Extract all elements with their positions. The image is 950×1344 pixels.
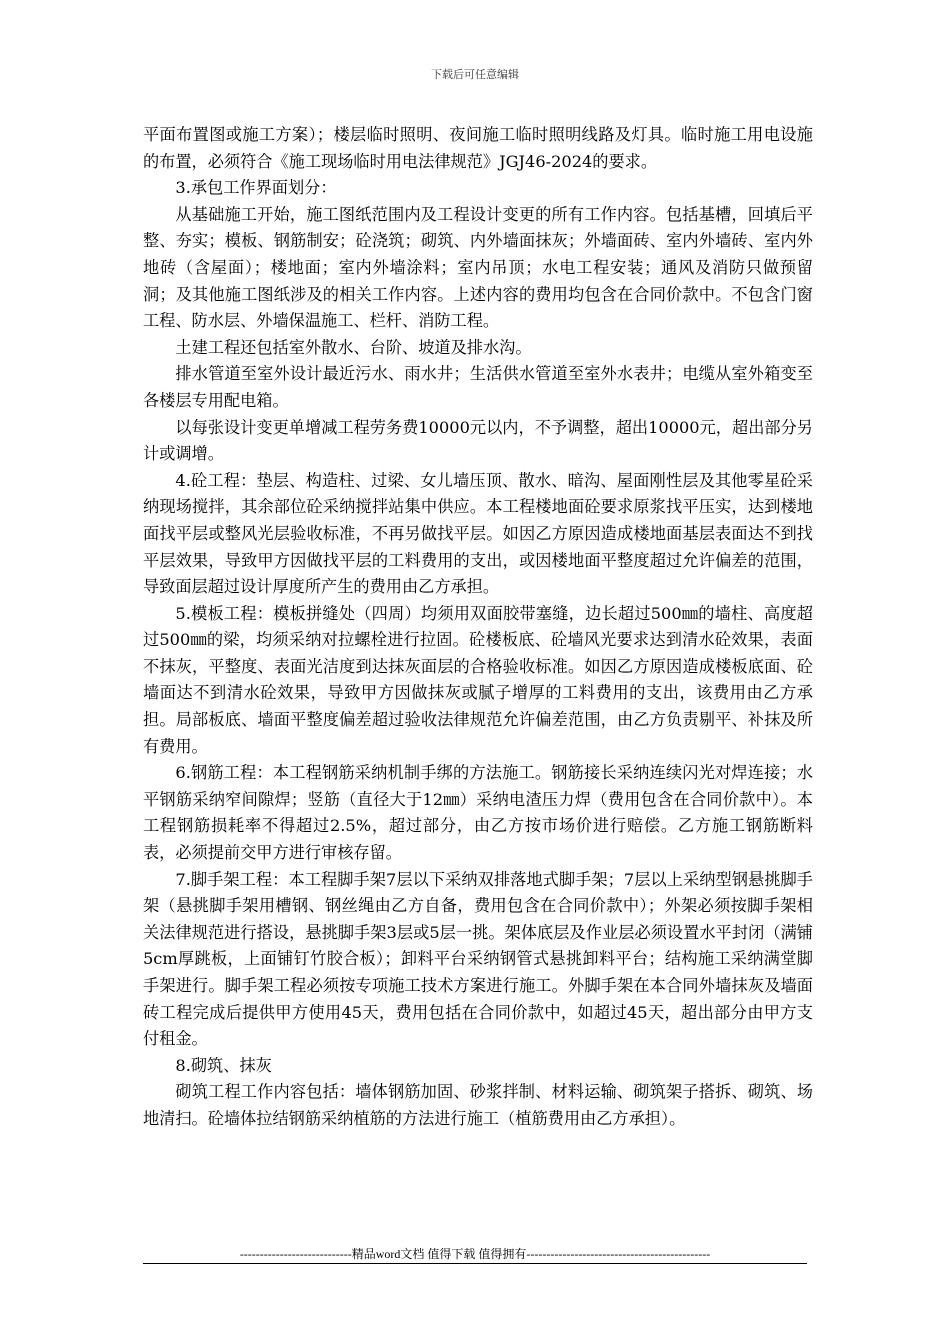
paragraph: 砌筑工程工作内容包括：墙体钢筋加固、砂浆拌制、材料运输、砌筑架子搭拆、砌筑、场地清扫。砼墙体拉结钢筋采纳植筋的方法进行施工（植筋费用由乙方承担）。 <box>143 1082 813 1128</box>
page-footer: ----------------------------精品word文档 值得下载 值得拥有---------------------------------------------- <box>143 1245 807 1264</box>
paragraph: 6.钢筋工程：本工程钢筋采纳机制手绑的方法施工。钢筋接长采纳连续闪光对焊连接；水平钢筋采纳窄间隙焊；竖筋（直径大于12㎜）采纳电渣压力焊（费用包含在合同价款中）。本工程钢筋损耗率不得超过2.5%，超过部分，由乙方按市场价进行赔偿。乙方施工钢筋断料表，必须提前交甲方进行审核存留。 <box>143 763 813 863</box>
paragraph: 7.脚手架工程：本工程脚手架7层以下采纳双排落地式脚手架；7层以上采纳型钢悬挑脚手架（悬挑脚手架用槽钢、钢丝绳由乙方自备，费用包含在合同价款中）；外架必须按脚手架相关法律规范进行搭设，悬挑脚手架3层或5层一挑。架体底层及作业层必须设置水平封闭（满铺5cm厚跳板，上面铺钉竹胶合板）；卸料平台采纳钢管式悬挑卸料平台；结构施工采纳满堂脚手架进行。脚手架工程必须按专项施工技术方案进行施工。外脚手架在本合同外墙抹灰及墙面砖工程完成后提供甲方使用45天，费用包括在合同价款中，如超过45天，超出部分由甲方支付租金。 <box>143 869 813 1049</box>
paragraph: 土建工程还包括室外散水、台阶、坡道及排水沟。 <box>175 337 532 357</box>
paragraph: 从基础施工开始，施工图纸范围内及工程设计变更的所有工作内容。包括基槽，回填后平整、夯实；模板、钢筋制安；砼浇筑；砌筑、内外墙面抹灰；外墙面砖、室内外墙砖、室内外地砖（含屋面）；楼地面；室内外墙涂料；室内吊顶；水电工程安装；通风及消防只做预留洞；及其他施工图纸涉及的相关工作内容。上述内容的费用均包含在合同价款中。不包含门窗工程、防水层、外墙保温施工、栏杆、消防工程。 <box>143 204 813 331</box>
paragraph: 8.砌筑、抹灰 <box>175 1055 272 1075</box>
page-header: 下载后可任意编辑 <box>431 68 519 81</box>
paragraph: 5.模板工程：模板拼缝处（四周）均须用双面胶带塞缝，边长超过500㎜的墙柱、高度超过500㎜的梁，均须采纳对拉螺栓进行拉固。砼楼板底、砼墙风光要求达到清水砼效果，表面不抹灰，平整度、表面光洁度到达抹灰面层的合格验收标准。如因乙方原因造成楼板底面、砼墙面达不到清水砼效果，导致甲方因做抹灰或腻子增厚的工料费用的支出，该费用由乙方承担。局部板底、墙面平整度偏差超过验收法律规范允许偏差范围，由乙方负责剔平、补抹及所有费用。 <box>143 603 813 756</box>
paragraph: 4.砼工程：垫层、构造柱、过梁、女儿墙压顶、散水、暗沟、屋面刚性层及其他零星砼采纳现场搅拌，其余部位砼采纳搅拌站集中供应。本工程楼地面砼要求原浆找平压实，达到楼地面找平层或整风光层验收标准，不再另做找平层。如因乙方原因造成楼地面基层表面达不到找平层效果，导致甲方因做找平层的工料费用的支出，或因楼地面平整度超过允许偏差的范围，导致面层超过设计厚度所产生的费用由乙方承担。 <box>143 470 813 597</box>
paragraph: 3.承包工作界面划分： <box>175 178 337 198</box>
paragraph: 平面布置图或施工方案）；楼层临时照明、夜间施工临时照明线路及灯具。临时施工用电设施的布置，必须符合《施工现场临时用电法律规范》JGJ46-2024的要求。 <box>143 125 813 171</box>
paragraph: 以每张设计变更单增减工程劳务费10000元以内，不予调整，超出10000元，超出部分另计或调增。 <box>143 417 813 464</box>
paragraph: 排水管道至室外设计最近污水、雨水井；生活供水管道至室外水表井；电缆从室外箱变至各楼层专用配电箱。 <box>143 364 813 410</box>
document-body <box>143 122 813 1133</box>
